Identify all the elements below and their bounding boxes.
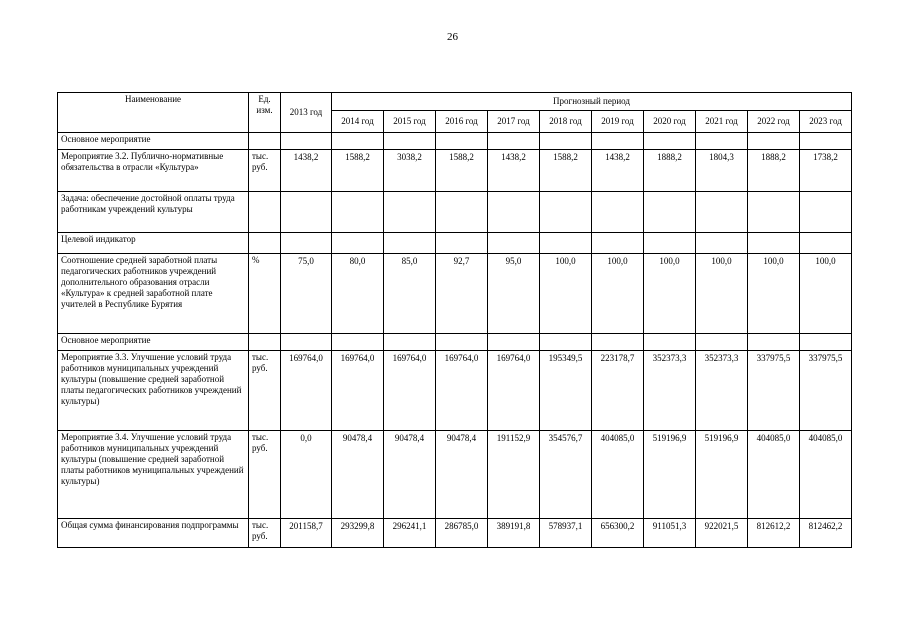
row-value: 195349,5 xyxy=(540,351,592,431)
header-year: 2023 год xyxy=(800,111,852,133)
row-value: 1888,2 xyxy=(644,150,696,192)
row-value: 1438,2 xyxy=(281,150,332,192)
row-value xyxy=(384,334,436,351)
row-unit: тыс. руб. xyxy=(249,351,281,431)
row-value xyxy=(332,192,384,233)
header-year: 2014 год xyxy=(332,111,384,133)
row-value: 352373,3 xyxy=(644,351,696,431)
table-row xyxy=(58,431,852,519)
row-value: 169764,0 xyxy=(384,351,436,431)
row-value xyxy=(696,192,748,233)
row-value: 1738,2 xyxy=(800,150,852,192)
row-value xyxy=(281,192,332,233)
row-value: 337975,5 xyxy=(800,351,852,431)
row-value xyxy=(281,334,332,351)
row-name: Мероприятие 3.2. Публично-нормативные обязательства в отрасли «Культура» xyxy=(58,150,249,192)
row-value: 100,0 xyxy=(800,254,852,334)
row-value xyxy=(748,334,800,351)
financing-table xyxy=(57,92,852,548)
row-value xyxy=(436,192,488,233)
row-value xyxy=(644,334,696,351)
row-name: Мероприятие 3.4. Улучшение условий труда работников муниципальных учреждений культуры (повышение средней заработной платы работников муниципальных учреждений культуры) xyxy=(58,431,249,519)
row-value: 1588,2 xyxy=(540,150,592,192)
page-number: 26 xyxy=(447,31,458,43)
row-value: 911051,3 xyxy=(644,519,696,548)
row-value: 352373,3 xyxy=(696,351,748,431)
row-value: 80,0 xyxy=(332,254,384,334)
table-row xyxy=(58,254,852,334)
row-value: 1888,2 xyxy=(748,150,800,192)
row-value: 92,7 xyxy=(436,254,488,334)
row-value xyxy=(436,233,488,254)
row-value: 3038,2 xyxy=(384,150,436,192)
row-value: 100,0 xyxy=(644,254,696,334)
row-value: 75,0 xyxy=(281,254,332,334)
row-value xyxy=(488,233,540,254)
header-unit: Ед. изм. xyxy=(249,93,281,133)
row-value xyxy=(436,133,488,150)
row-value xyxy=(592,192,644,233)
row-value: 169764,0 xyxy=(436,351,488,431)
row-value xyxy=(748,133,800,150)
row-value: 389191,8 xyxy=(488,519,540,548)
table-row xyxy=(58,192,852,233)
row-unit: тыс. руб. xyxy=(249,519,281,548)
row-value: 85,0 xyxy=(384,254,436,334)
row-value xyxy=(800,192,852,233)
row-value xyxy=(748,233,800,254)
row-value xyxy=(488,192,540,233)
table-row xyxy=(58,133,852,150)
header-year: 2016 год xyxy=(436,111,488,133)
row-value: 1438,2 xyxy=(592,150,644,192)
row-value: 223178,7 xyxy=(592,351,644,431)
row-value xyxy=(540,233,592,254)
row-value: 1804,3 xyxy=(696,150,748,192)
row-name: Общая сумма финансирования подпрограммы xyxy=(58,519,249,548)
row-unit: % xyxy=(249,254,281,334)
row-value: 404085,0 xyxy=(800,431,852,519)
table-row xyxy=(58,351,852,431)
row-value: 201158,7 xyxy=(281,519,332,548)
header-base-year: 2013 год xyxy=(281,93,332,133)
table-row xyxy=(58,150,852,192)
row-value: 286785,0 xyxy=(436,519,488,548)
row-value: 404085,0 xyxy=(592,431,644,519)
row-value xyxy=(488,334,540,351)
row-name: Мероприятие 3.3. Улучшение условий труда работников муниципальных учреждений культуры (повышение средней заработной платы педагогических работников учреждений культуры) xyxy=(58,351,249,431)
row-value xyxy=(696,334,748,351)
row-value: 922021,5 xyxy=(696,519,748,548)
row-name: Основное мероприятие xyxy=(58,334,249,351)
header-year: 2020 год xyxy=(644,111,696,133)
row-value: 656300,2 xyxy=(592,519,644,548)
row-value xyxy=(281,133,332,150)
table-row xyxy=(58,334,852,351)
row-unit xyxy=(249,133,281,150)
row-value xyxy=(592,334,644,351)
row-value: 519196,9 xyxy=(696,431,748,519)
row-value xyxy=(332,133,384,150)
row-value xyxy=(748,192,800,233)
row-value xyxy=(540,192,592,233)
header-year: 2018 год xyxy=(540,111,592,133)
row-value xyxy=(644,233,696,254)
row-value xyxy=(332,334,384,351)
header-year: 2019 год xyxy=(592,111,644,133)
row-value xyxy=(592,233,644,254)
row-value: 1588,2 xyxy=(436,150,488,192)
row-value: 337975,5 xyxy=(748,351,800,431)
table-row xyxy=(58,519,852,548)
row-value xyxy=(332,233,384,254)
row-unit xyxy=(249,233,281,254)
row-unit xyxy=(249,192,281,233)
row-value: 90478,4 xyxy=(384,431,436,519)
header-year: 2021 год xyxy=(696,111,748,133)
row-value xyxy=(800,133,852,150)
row-value: 100,0 xyxy=(540,254,592,334)
row-value: 90478,4 xyxy=(332,431,384,519)
row-value: 354576,7 xyxy=(540,431,592,519)
header-year: 2015 год xyxy=(384,111,436,133)
row-value: 95,0 xyxy=(488,254,540,334)
row-name: Основное мероприятие xyxy=(58,133,249,150)
header-year: 2017 год xyxy=(488,111,540,133)
row-value: 296241,1 xyxy=(384,519,436,548)
row-value xyxy=(488,133,540,150)
row-unit xyxy=(249,334,281,351)
header-name: Наименование xyxy=(58,93,249,133)
row-value: 404085,0 xyxy=(748,431,800,519)
row-value: 578937,1 xyxy=(540,519,592,548)
row-value xyxy=(540,133,592,150)
row-value: 169764,0 xyxy=(488,351,540,431)
row-value: 0,0 xyxy=(281,431,332,519)
row-unit: тыс. руб. xyxy=(249,431,281,519)
row-value: 1588,2 xyxy=(332,150,384,192)
row-value: 1438,2 xyxy=(488,150,540,192)
table-body xyxy=(58,133,852,548)
row-value: 100,0 xyxy=(592,254,644,334)
row-value xyxy=(800,334,852,351)
header-year: 2022 год xyxy=(748,111,800,133)
row-value: 191152,9 xyxy=(488,431,540,519)
row-value xyxy=(436,334,488,351)
row-value xyxy=(644,192,696,233)
row-value xyxy=(384,233,436,254)
row-value: 100,0 xyxy=(748,254,800,334)
row-value xyxy=(384,192,436,233)
row-value xyxy=(644,133,696,150)
row-name: Задача: обеспечение достойной оплаты труда работникам учреждений культуры xyxy=(58,192,249,233)
row-name: Целевой индикатор xyxy=(58,233,249,254)
row-value: 90478,4 xyxy=(436,431,488,519)
row-value: 169764,0 xyxy=(281,351,332,431)
row-value xyxy=(696,233,748,254)
row-value: 293299,8 xyxy=(332,519,384,548)
row-value xyxy=(696,133,748,150)
row-value xyxy=(281,233,332,254)
row-value: 812462,2 xyxy=(800,519,852,548)
table-row xyxy=(58,233,852,254)
row-name: Соотношение средней заработной платы педагогических работников учреждений дополнительного образования отрасли «Культура» к средней заработной плате учителей в Республике Бурятия xyxy=(58,254,249,334)
row-value: 812612,2 xyxy=(748,519,800,548)
row-value: 519196,9 xyxy=(644,431,696,519)
row-value xyxy=(800,233,852,254)
row-value: 100,0 xyxy=(696,254,748,334)
row-value xyxy=(540,334,592,351)
header-forecast-period: Прогнозный период xyxy=(332,93,852,111)
row-unit: тыс. руб. xyxy=(249,150,281,192)
row-value xyxy=(592,133,644,150)
row-value xyxy=(384,133,436,150)
row-value: 169764,0 xyxy=(332,351,384,431)
